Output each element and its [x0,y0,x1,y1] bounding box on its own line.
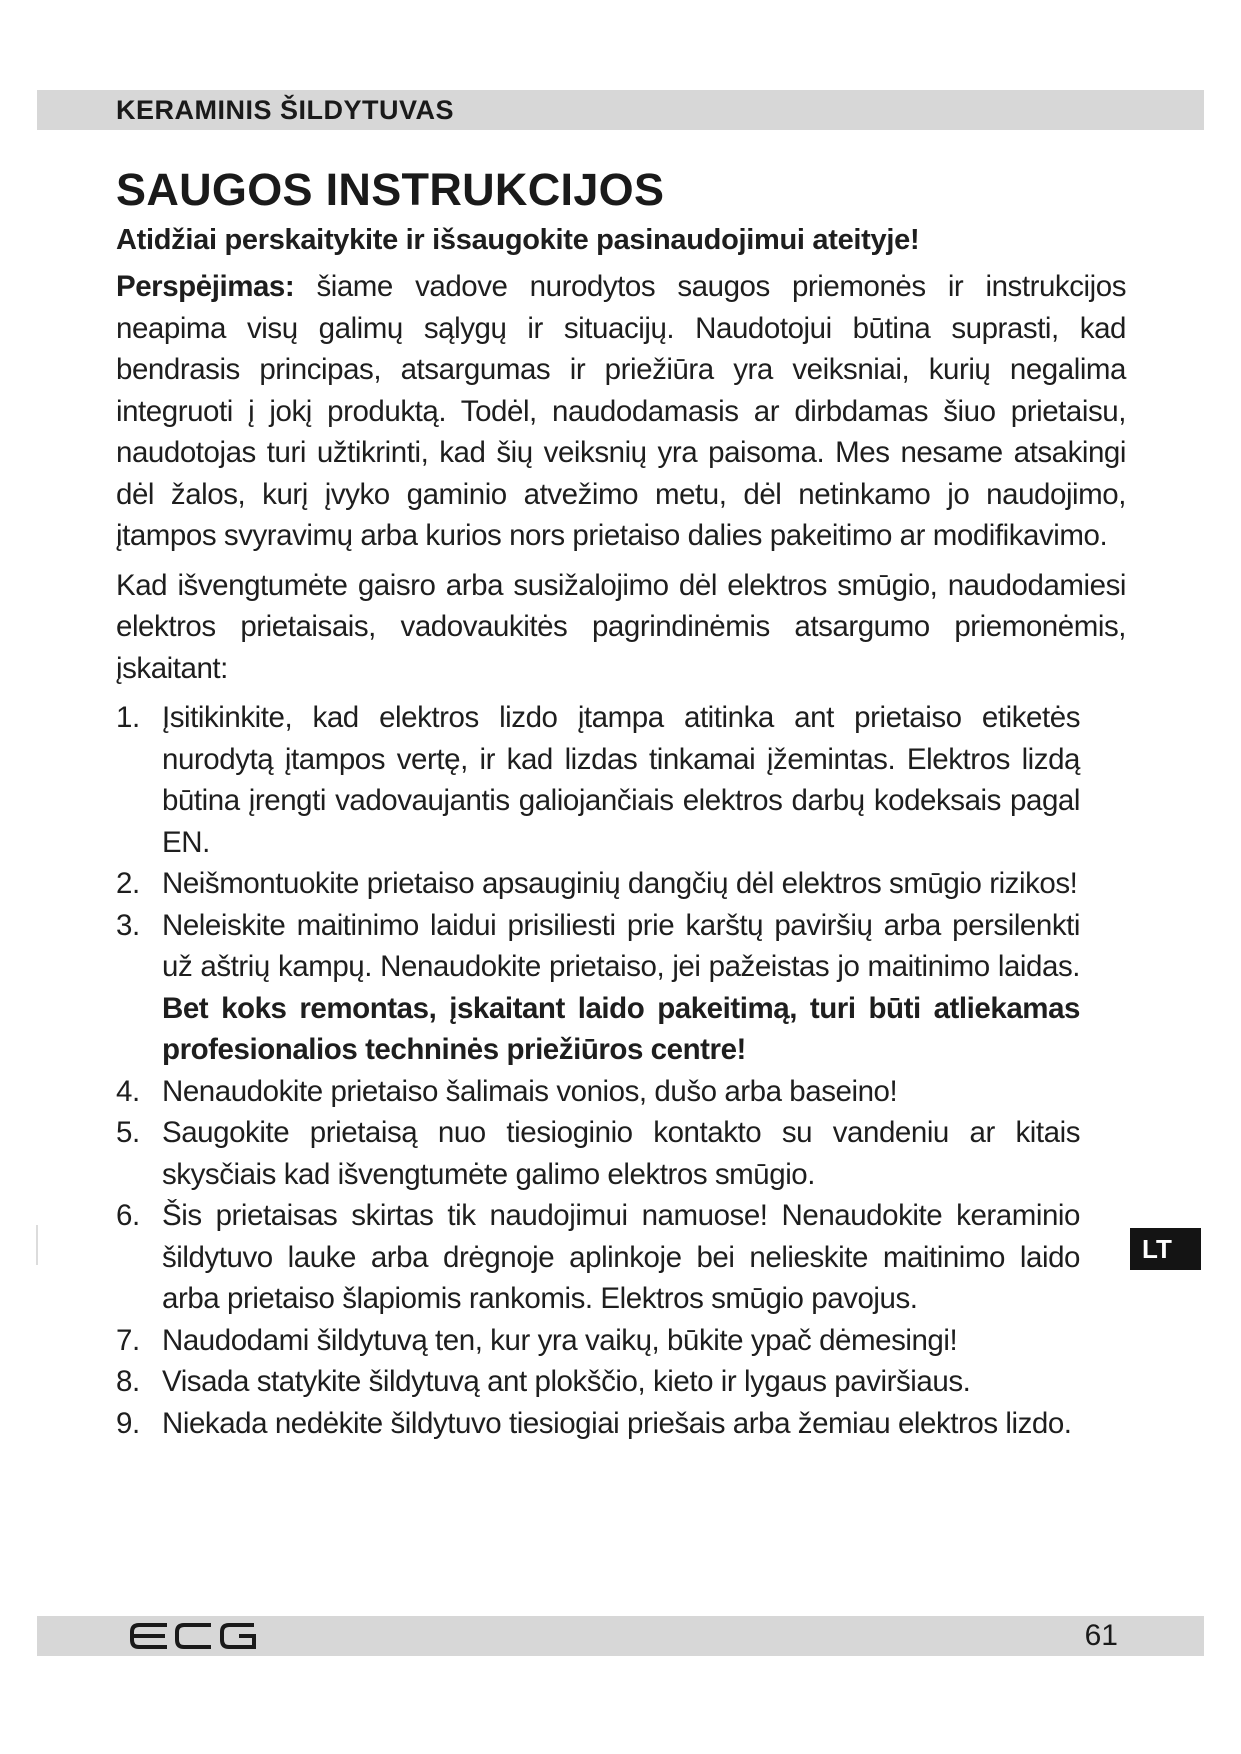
item-number: 1. [116,701,140,734]
item-number: 9. [116,1406,140,1440]
item-text: Įsitikinkite, kad elektros lizdo įtampa atitinka ant prietaiso etiketės nurodytą įtampos vertę, ir kad lizdas tinkamai įžemintas. Elektros lizdą būtina įrengti vadovaujantis galiojančiais elektros darbų kodeksais pagal EN. [162,701,1080,859]
warning-text: šiame vadove nurodytos saugos priemonės ir instrukcijos neapima visų galimų sąlygų ir situacijų. Naudotojui būtina suprasti, kad bendrasis principas, atsargumas ir priežiūra yra veiksniai, kurių negalima integruoti į jokį produktą. Todėl, naudodamasis ar dirbdamas šiuo prietaisu, naudotojas turi užtikrinti, kad šių veiksnių yra paisoma. Mes nesame atsakingi dėl žalos, kurį įvyko gaminio atvežimo metu, dėl netinkamo jo naudojimo, įtampos svyravimų arba kurios nors prietaiso dalies pakeitimo ar modifikavimo. [116,270,1126,552]
page-number: 61 [1084,1619,1118,1652]
language-tab: LT [1130,1228,1201,1270]
list-item [116,1403,1080,1445]
page-subtitle: Atidžiai perskaitykite ir išsaugokite pasinaudojimui ateityje! [116,224,920,256]
product-header: KERAMINIS ŠILDYTUVAS [116,95,455,125]
footer-bar [37,1616,1204,1656]
page-title: SAUGOS INSTRUKCIJOS [116,164,665,215]
item-text: Šis prietaisas skirtas tik naudojimui namuose! Nenaudokite keraminio šildytuvo lauke arba drėgnoje aplinkoje bei nelieskite maitinimo laido arba prietaiso šlapiomis rankomis. Elektros smūgio pavojus. [162,1199,1080,1315]
item-text: Saugokite prietaisą nuo tiesioginio kontakto su vandeniu ar kitais skysčiais kad išvengtumėte galimo elektros smūgio. [162,1116,1080,1191]
list-item [116,1071,1080,1113]
list-item [116,905,1080,1071]
list-item [116,1361,1080,1403]
list-item [116,1112,1080,1195]
item-text: Neišmontuokite prietaiso apsauginių dangčių dėl elektros smūgio rizikos! [162,867,1078,900]
warning-paragraph [116,266,1126,557]
intro-paragraph: Kad išvengtumėte gaisro arba susižalojimo dėl elektros smūgio, naudodamiesi elektros prietaisais, vadovaukitės pagrindinėmis atsargumo priemonėmis, įskaitant: [116,568,1126,685]
item-number: 4. [116,1074,140,1108]
ecg-logo [129,1621,257,1651]
item-number: 6. [116,1199,140,1232]
main-content [116,160,1126,1444]
header-bar [37,90,1204,130]
list-item [116,1320,1080,1362]
item-text: Nenaudokite prietaiso šalimais vonios, dušo arba baseino! [162,1074,898,1108]
item-number: 3. [116,908,140,942]
item-text: Visada statykite šildytuvą ant plokščio, kieto ir lygaus paviršiaus. [162,1365,971,1398]
item-text: Niekada nedėkite šildytuvo tiesiogiai priešais arba žemiau elektros lizdo. [162,1406,1072,1440]
safety-list [116,697,1126,1444]
item-number: 7. [116,1323,140,1357]
item-text: Naudodami šildytuvą ten, kur yra vaikų, būkite ypač dėmesingi! [162,1323,958,1357]
item-number: 5. [116,1116,140,1149]
list-item [116,697,1080,863]
item-text: Neleiskite maitinimo laidui prisiliesti prie karštų paviršių arba persilenkti už aštrių kampų. Nenaudokite prietaiso, jei pažeistas jo maitinimo laidas. [162,908,1080,983]
warning-label: Perspėjimas: [116,270,295,303]
item-number: 8. [116,1365,140,1398]
list-item [116,863,1080,905]
item-bold-warning: Bet koks remontas, įskaitant laido pakeitimą, turi būti atliekamas profesionalios techninės priežiūros centre! [162,991,1080,1066]
item-number: 2. [116,867,140,900]
list-item [116,1195,1080,1320]
margin-mark [36,1225,38,1265]
